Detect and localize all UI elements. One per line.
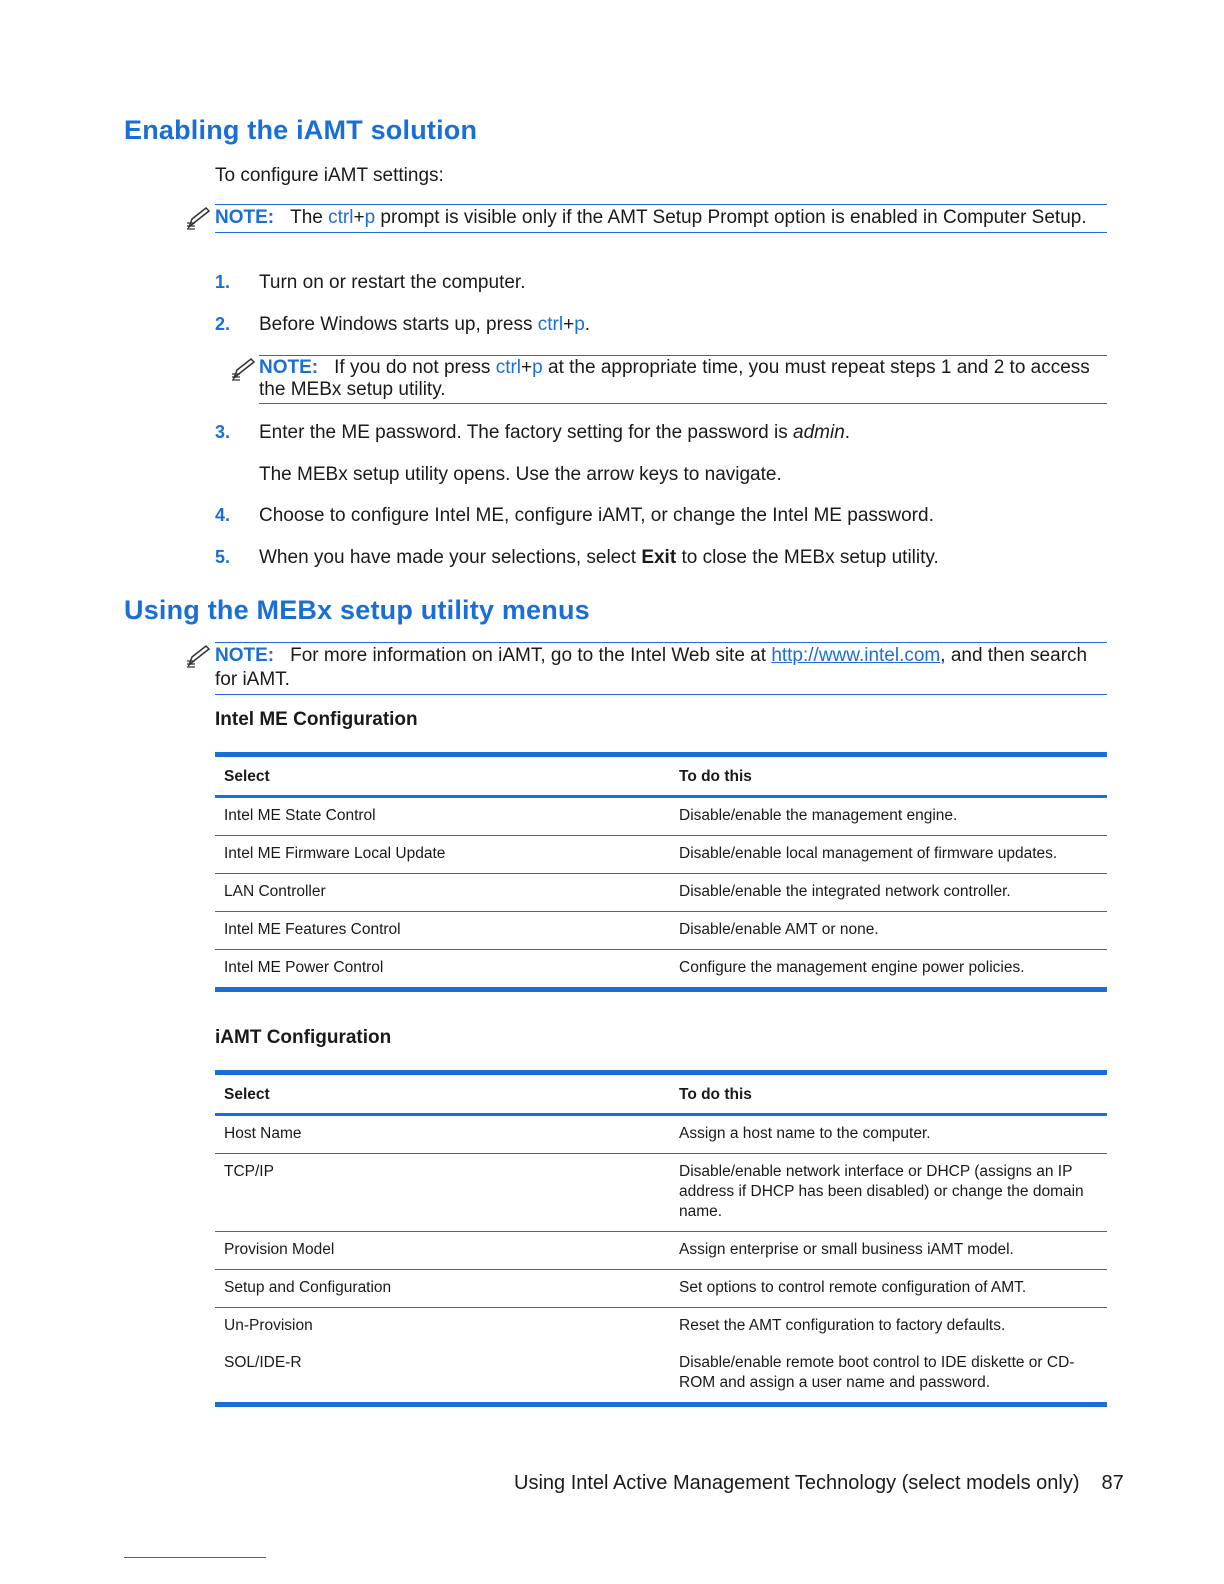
- note-label: NOTE:: [259, 357, 319, 378]
- table-row: [215, 874, 1107, 912]
- table-cell-description: Disable/enable AMT or none.: [679, 921, 879, 938]
- key-plus: +: [353, 207, 365, 228]
- table-cell-description: Assign a host name to the computer.: [679, 1125, 931, 1142]
- note-text: If you do not press: [334, 357, 496, 378]
- key-ctrl: ctrl: [495, 357, 522, 378]
- key-plus: +: [521, 357, 533, 378]
- note-text-end: , and then search for iAMT.: [215, 645, 1088, 690]
- note-text-end: prompt is visible only if the AMT Setup Prompt option is enabled in Computer Setup.: [375, 207, 1087, 228]
- table-cell-description: Assign enterprise or small business iAMT model.: [679, 1241, 1014, 1258]
- table-cell-select: SOL/IDE-R: [224, 1354, 302, 1371]
- key-p: p: [574, 314, 585, 335]
- note-text: The: [290, 207, 329, 228]
- table-header-row: [215, 755, 1107, 797]
- footer-chapter-title: Using Intel Active Management Technology (select models only): [514, 1472, 1080, 1494]
- column-header-select: Select: [224, 1086, 270, 1103]
- note-label: NOTE:: [215, 645, 275, 666]
- table-row: [215, 1345, 1107, 1405]
- step-text: Before Windows starts up, press ctrl+p.: [259, 314, 591, 335]
- note-pencil-icon: [231, 356, 257, 382]
- note-pencil-icon: [186, 643, 212, 669]
- note-text-end: at the appropriate time, you must repeat steps 1 and 2 to access the MEBx setup utility.: [259, 357, 1090, 400]
- table-cell-description: Reset the AMT configuration to factory defaults.: [679, 1317, 1006, 1334]
- note-intel-website: [215, 642, 1107, 695]
- key-ctrl: ctrl: [328, 207, 354, 228]
- intel-website-link[interactable]: http://www.intel.com: [771, 645, 941, 666]
- key-ctrl: ctrl: [537, 314, 564, 335]
- table-cell-select: Intel ME Power Control: [224, 959, 384, 976]
- step-number: 5.: [215, 547, 231, 567]
- table-row: [215, 950, 1107, 990]
- table-cell-description: Disable/enable network interface or DHCP (assigns an IP address if DHCP has been disabled) or change the domain name.: [679, 1163, 1084, 1220]
- table-cell-description: Disable/enable remote boot control to IDE diskette or CD-ROM and assign a user name and password.: [679, 1354, 1075, 1391]
- step-text: Turn on or restart the computer.: [259, 272, 526, 293]
- column-header-to-do-this: To do this: [679, 768, 752, 785]
- section-heading-enabling-iamt: Enabling the iAMT solution: [124, 115, 478, 145]
- key-p: p: [532, 357, 543, 378]
- step-text: Choose to configure Intel ME, configure iAMT, or change the Intel ME password.: [259, 505, 934, 526]
- table-row: [215, 912, 1107, 950]
- intro-text: To configure iAMT settings:: [215, 165, 444, 186]
- table-title-intel-me-configuration: Intel ME Configuration: [215, 709, 418, 730]
- table-cell-description: Configure the management engine power policies.: [679, 959, 1025, 976]
- section-heading-mebx-menus: Using the MEBx setup utility menus: [124, 595, 590, 625]
- intel-me-configuration-table: [215, 752, 1107, 992]
- table-row: [215, 1270, 1107, 1308]
- step-number: 3.: [215, 422, 231, 442]
- column-header-to-do-this: To do this: [679, 1086, 752, 1103]
- note-repeat-steps: [259, 355, 1107, 404]
- step-text: Enter the ME password. The factory setting for the password is admin.: [259, 422, 851, 443]
- table-row: [215, 1154, 1107, 1232]
- table-cell-description: Disable/enable the management engine.: [679, 807, 958, 824]
- table-cell-select: TCP/IP: [224, 1163, 274, 1180]
- column-header-select: Select: [224, 768, 270, 785]
- table-cell-description: Set options to control remote configuration of AMT.: [679, 1279, 1027, 1296]
- table-cell-select: Host Name: [224, 1125, 302, 1142]
- table-cell-select: LAN Controller: [224, 883, 326, 900]
- table-header-row: [215, 1073, 1107, 1115]
- table-cell-select: Setup and Configuration: [224, 1279, 392, 1296]
- table-row: [215, 836, 1107, 874]
- table-row: [215, 1308, 1107, 1346]
- note-pencil-icon: [186, 205, 212, 231]
- default-password: admin: [793, 422, 845, 443]
- table-row: [215, 797, 1107, 836]
- note-ctrl-p-prompt: [215, 204, 1107, 233]
- table-cell-select: Intel ME Firmware Local Update: [224, 845, 446, 862]
- table-row: [215, 1232, 1107, 1270]
- note-text: For more information on iAMT, go to the Intel Web site at: [290, 645, 772, 666]
- table-cell-select: Provision Model: [224, 1241, 335, 1258]
- key-p: p: [364, 207, 376, 228]
- page-footer: [514, 1472, 1124, 1495]
- exit-option: Exit: [641, 547, 677, 568]
- table-cell-description: Disable/enable local management of firmware updates.: [679, 845, 1058, 862]
- step-text: When you have made your selections, select Exit to close the MEBx setup utility.: [259, 547, 939, 568]
- table-cell-select: Intel ME Features Control: [224, 921, 401, 938]
- step-number: 1.: [215, 272, 231, 292]
- table-cell-select: Intel ME State Control: [224, 807, 376, 824]
- note-label: NOTE:: [215, 207, 275, 228]
- step-3-followup: The MEBx setup utility opens. Use the arrow keys to navigate.: [259, 464, 782, 485]
- table-cell-description: Disable/enable the integrated network controller.: [679, 883, 1011, 900]
- page-number: 87: [1101, 1472, 1124, 1494]
- step-number: 4.: [215, 505, 231, 525]
- step-number: 2.: [215, 314, 231, 334]
- table-row: [215, 1115, 1107, 1154]
- footer-divider: [124, 1557, 266, 1558]
- table-cell-select: Un-Provision: [224, 1317, 313, 1334]
- iamt-configuration-table: [215, 1070, 1107, 1407]
- table-title-iamt-configuration: iAMT Configuration: [215, 1027, 392, 1048]
